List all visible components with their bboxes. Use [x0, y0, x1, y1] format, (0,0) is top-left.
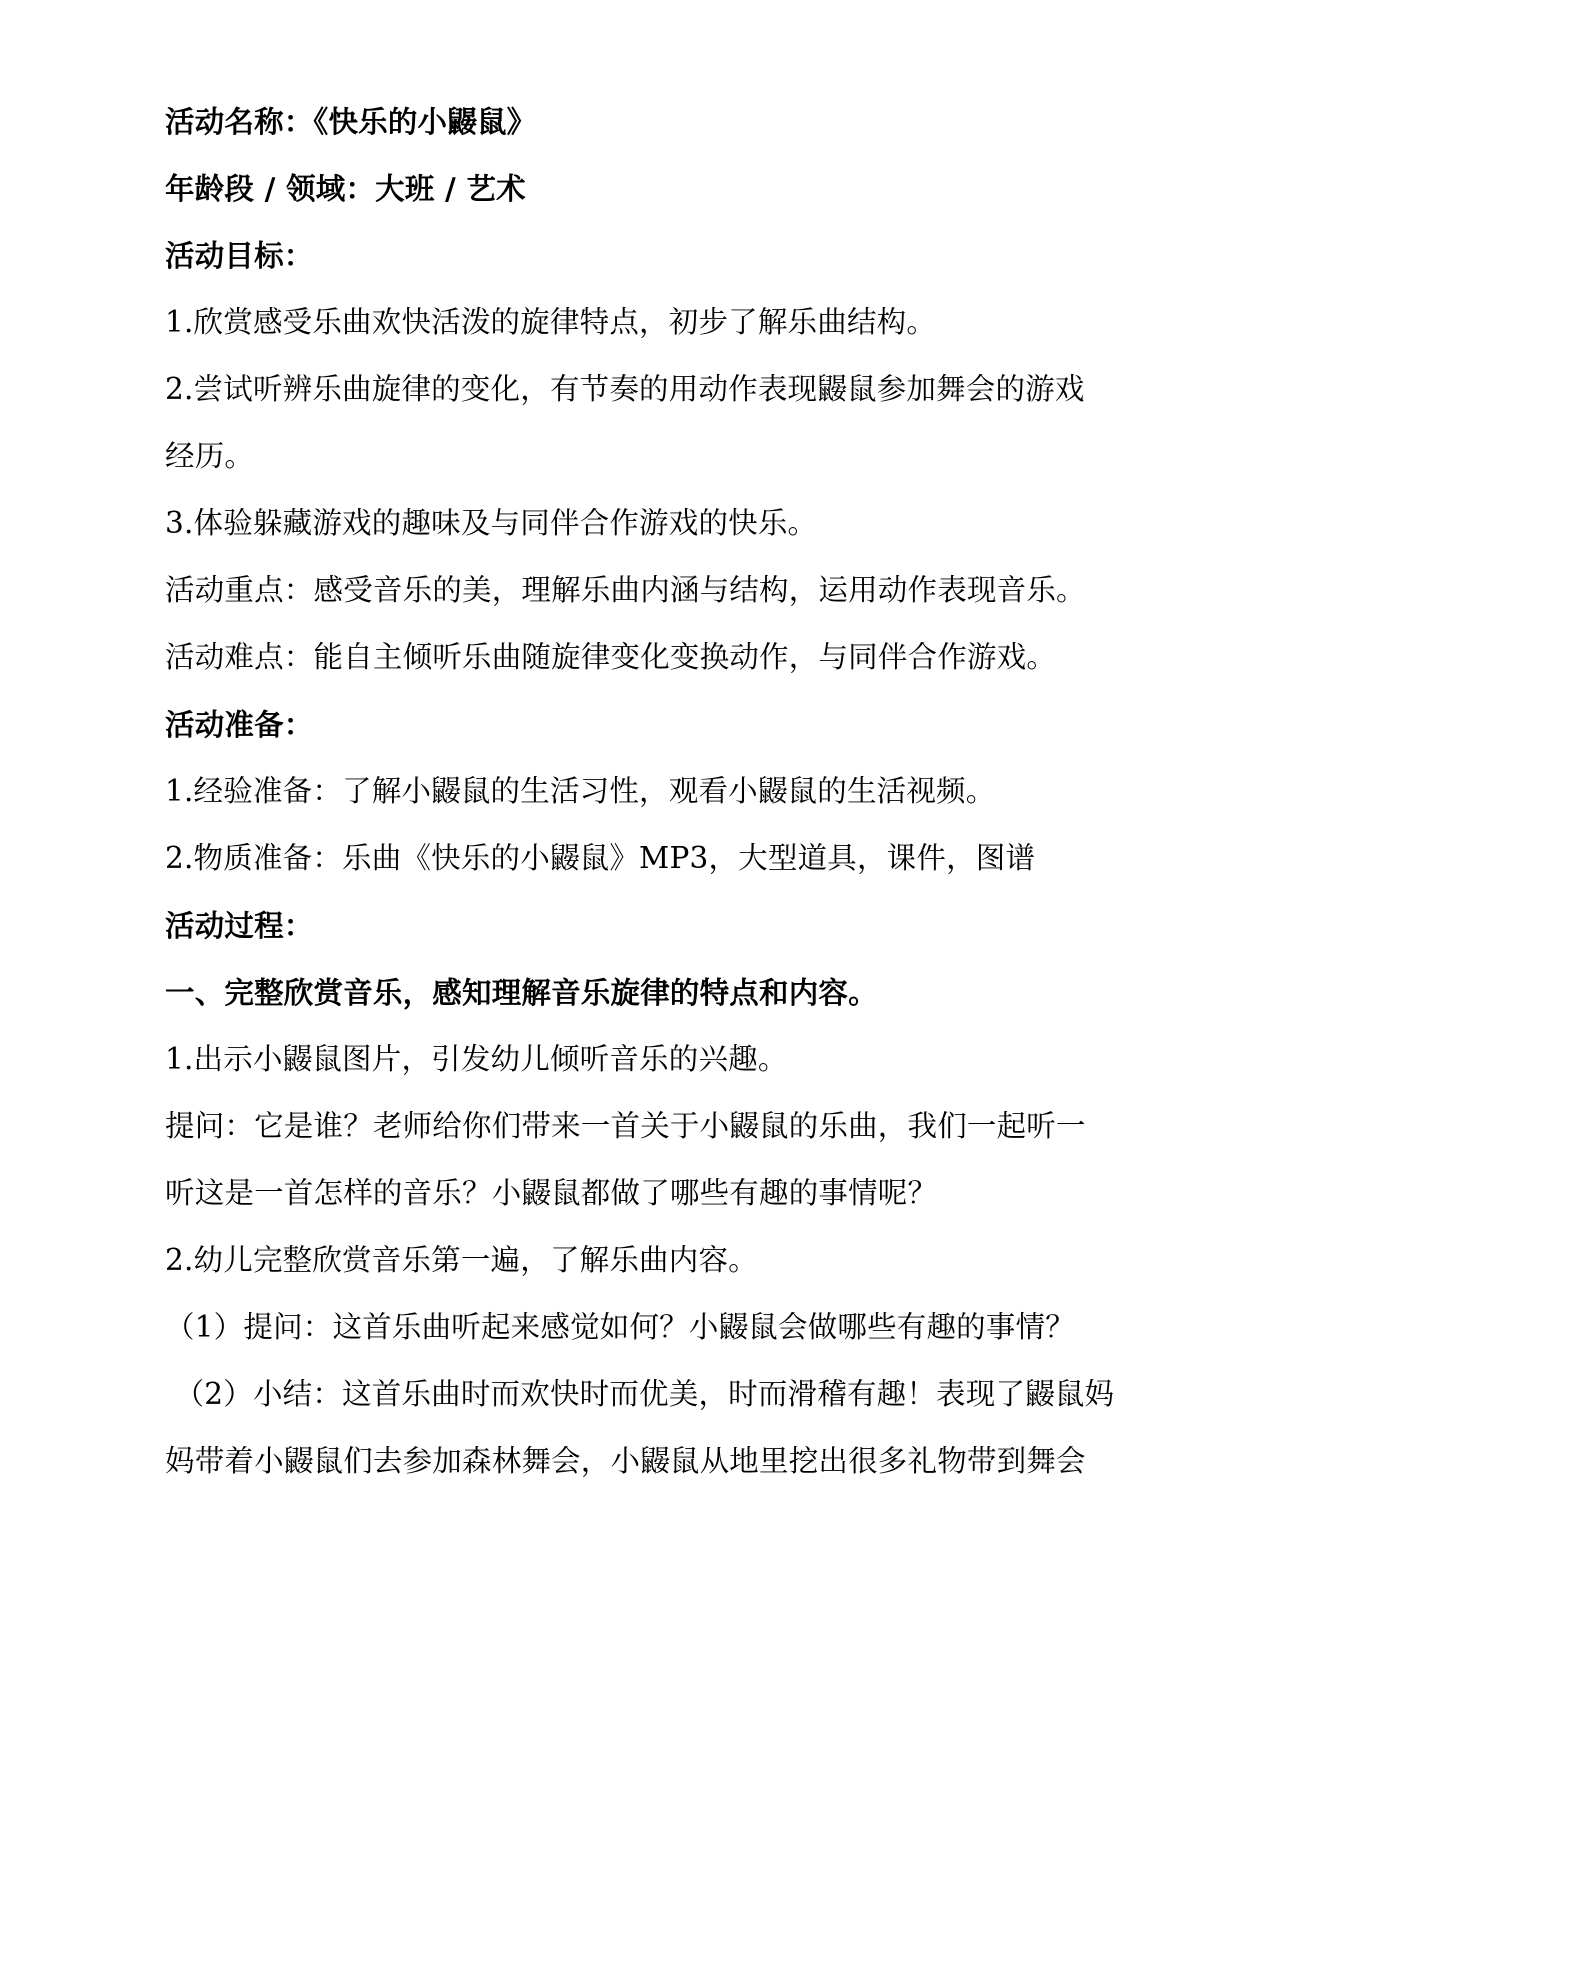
process-question-line: 提问：它是谁？老师给你们带来一首关于小鼹鼠的乐曲，我们一起听一	[165, 1109, 1086, 1143]
preparation-item-1: 1.经验准备：了解小鼹鼠的生活习性，观看小鼹鼠的生活视频。	[165, 774, 996, 808]
preparation-item-2: 2.物质准备：乐曲《快乐的小鼹鼠》MP3，大型道具，课件，图谱	[165, 841, 1036, 875]
difficult-point-line	[165, 624, 1335, 691]
process-heading: 活动过程：	[165, 908, 314, 943]
objective-item-3: 3.体验躲藏游戏的趣味及与同伴合作游戏的快乐。	[165, 506, 818, 540]
preparation-heading: 活动准备：	[165, 707, 314, 742]
document-body	[165, 88, 1335, 1495]
key-point-line	[165, 557, 1335, 624]
difficult-point-text: 能自主倾听乐曲随旋律变化变换动作，与同伴合作游戏。	[313, 640, 1057, 674]
process-question-line-continuation: 听这是一首怎样的音乐？小鼹鼠都做了哪些有趣的事情呢？	[165, 1176, 938, 1210]
difficult-point-label: 活动难点：	[165, 640, 314, 674]
objective-item-2-continuation: 经历。	[165, 439, 255, 473]
objective-item-2: 2.尝试听辨乐曲旋律的变化，有节奏的用动作表现鼹鼠参加舞会的游戏	[165, 372, 1085, 406]
objectives-heading: 活动目标：	[165, 238, 314, 273]
process-item-2: 2.幼儿完整欣赏音乐第一遍，了解乐曲内容。	[165, 1243, 758, 1277]
age-domain-line: 年龄段 / 领域：大班 / 艺术	[165, 171, 526, 206]
process-sub-item-2-continuation: 妈带着小鼹鼠们去参加森林舞会，小鼹鼠从地里挖出很多礼物带到舞会	[165, 1444, 1086, 1478]
objective-item-1: 1.欣赏感受乐曲欢快活泼的旋律特点，初步了解乐曲结构。	[165, 305, 937, 339]
process-sub-item-2: （2）小结：这首乐曲时而欢快时而优美，时而滑稽有趣！表现了鼹鼠妈	[165, 1377, 1115, 1411]
activity-name-line: 活动名称：《快乐的小鼹鼠》	[165, 104, 537, 139]
key-point-label: 活动重点：	[165, 573, 314, 607]
process-sub-item-1: （1）提问：这首乐曲听起来感觉如何？小鼹鼠会做哪些有趣的事情？	[165, 1310, 1075, 1344]
section-one-heading: 一、完整欣赏音乐，感知理解音乐旋律的特点和内容。	[165, 975, 878, 1010]
process-item-1: 1.出示小鼹鼠图片，引发幼儿倾听音乐的兴趣。	[165, 1042, 788, 1076]
key-point-text: 感受音乐的美，理解乐曲内涵与结构，运用动作表现音乐。	[313, 573, 1086, 607]
